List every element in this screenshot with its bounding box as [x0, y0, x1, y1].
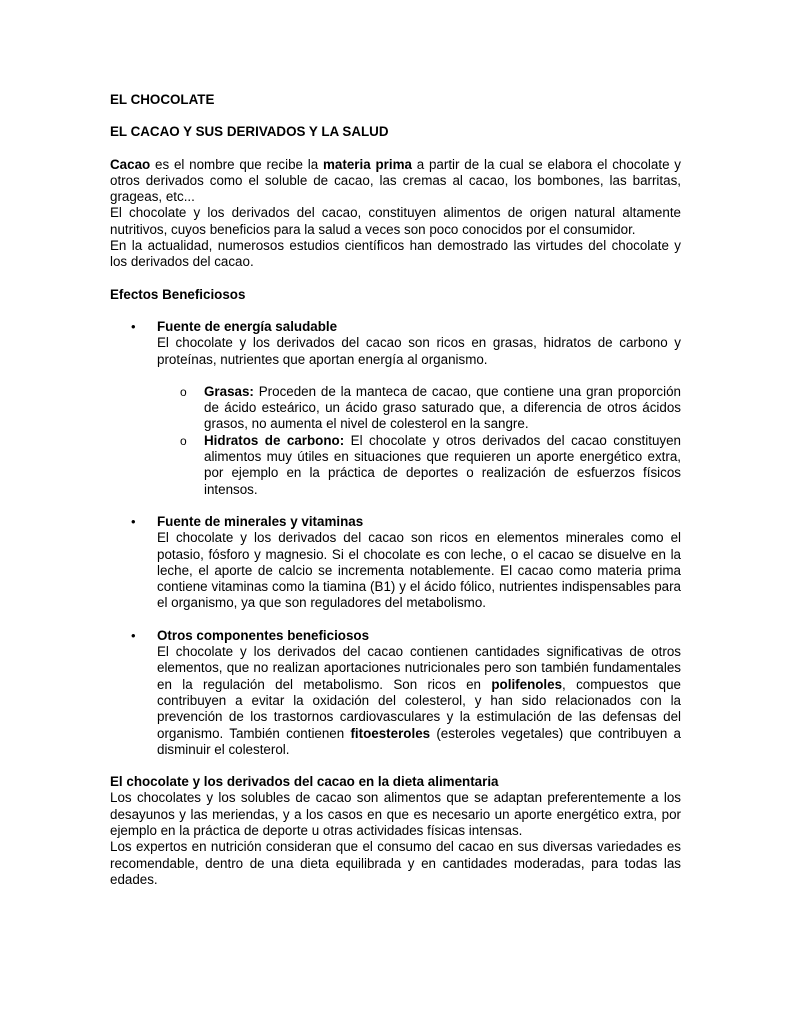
document-page: [110, 92, 681, 888]
bullet-icon: •: [131, 318, 136, 334]
diet-paragraph-2: Los expertos en nutrición consideran que el consumo del cacao en sus diversas variedades es recomendable, dentro de una dieta equilibrada y en cantidades moderadas, para todas las edades.: [110, 839, 681, 887]
effects-list: [110, 319, 681, 758]
diet-heading: El chocolate y los derivados del cacao en la dieta alimentaria: [110, 774, 499, 790]
item-text-c: (esteroles vegetales) que contribuyen a disminuir el colesterol.: [157, 725, 681, 757]
item-text: El chocolate y los derivados del cacao son ricos en grasas, hidratos de carbono y proteínas, nutrientes que aportan energía al organismo.: [157, 335, 681, 367]
sub-item-body: Proceden de la manteca de cacao, que contiene una gran proporción de ácido esteárico, un ácido graso saturado que, a diferencia de otros ácidos grasos, no aumenta el nivel de colesterol en la sangre.: [204, 383, 681, 432]
sub-item-heading: Grasas:: [204, 383, 254, 399]
item-heading: Fuente de energía saludable: [157, 318, 338, 334]
effects-heading: Efectos Beneficiosos: [110, 286, 246, 302]
circle-bullet-icon: o: [180, 433, 187, 448]
bold-term-fitoesteroles: fitoesteroles: [350, 725, 431, 741]
intro-paragraph-3: En la actualidad, numerosos estudios científicos han demostrado las virtudes del chocolate y los derivados del cacao.: [110, 238, 681, 270]
bullet-icon: •: [131, 513, 136, 529]
intro-paragraph-1: [110, 157, 681, 206]
diet-paragraph-1: Los chocolates y los solubles de cacao son alimentos que se adaptan preferentemente a los desayunos y las meriendas, y a los casos en que es necesario un aporte energético extra, por ejemplo en la práctica de deporte u otras actividades físicas intensas.: [110, 790, 681, 838]
intro-text-a: es el nombre que recibe la: [150, 156, 324, 172]
bullet-icon: •: [131, 627, 136, 643]
sub-item-text: [204, 433, 681, 498]
item-text: El chocolate y los derivados del cacao son ricos en elementos minerales como el potasio, fósforo y magnesio. Si el chocolate es con leche, o el cacao se disuelve en la leche, el aporte de calcio se incrementa notablemente. El cacao como materia prima contiene vitaminas como la tiamina (B1) y el ácido fólico, nutrientes indispensables para el organismo, ya que son reguladores del metabolismo.: [157, 530, 681, 611]
item-text-a: El chocolate y los derivados del cacao contienen cantidades significativas de otros elementos, que no realizan aportaciones nutricionales pero son también fundamentales en la regulación del metabolismo. Son ricos en: [157, 644, 681, 692]
sub-list-item: [157, 384, 681, 433]
item-text-b: , compuestos que contribuyen a evitar la oxidación del colesterol, y han sido relacionados con la prevención de los trastornos cardiovasculares y la estimulación de las defensas del organismo. También contienen: [157, 676, 681, 741]
circle-bullet-icon: o: [180, 384, 187, 399]
bold-term-polifenoles: polifenoles: [491, 676, 563, 692]
document-title: EL CHOCOLATE: [110, 92, 215, 107]
intro-bold-term: materia prima: [323, 156, 412, 172]
sub-item-body: El chocolate y otros derivados del cacao constituyen alimentos muy útiles en situaciones que requieren un aporte energético extra, por ejemplo en la práctica de deportes o realización de esfuerzos físicos intensos.: [204, 432, 682, 497]
sub-item-text: [204, 384, 681, 433]
intro-paragraph-2: El chocolate y los derivados del cacao, constituyen alimentos de origen natural altamente nutritivos, cuyos beneficios para la salud a veces son poco conocidos por el consumidor.: [110, 205, 681, 237]
sub-list: [157, 384, 681, 498]
document-subtitle: EL CACAO Y SUS DERIVADOS Y LA SALUD: [110, 124, 389, 140]
sub-list-item: [157, 433, 681, 498]
item-heading: Fuente de minerales y vitaminas: [157, 513, 364, 529]
list-item: [110, 319, 681, 498]
list-item: [110, 514, 681, 612]
sub-item-heading: Hidratos de carbono:: [204, 432, 345, 448]
list-item: [110, 628, 681, 758]
item-text: [157, 644, 681, 758]
item-heading: Otros componentes beneficiosos: [157, 627, 370, 643]
intro-text-b: a partir de la cual se elabora el chocolate y otros derivados como el soluble de cacao, las cremas al cacao, los bombones, las barritas, grageas, etc...: [110, 156, 682, 205]
intro-lead-term: Cacao: [110, 156, 151, 172]
